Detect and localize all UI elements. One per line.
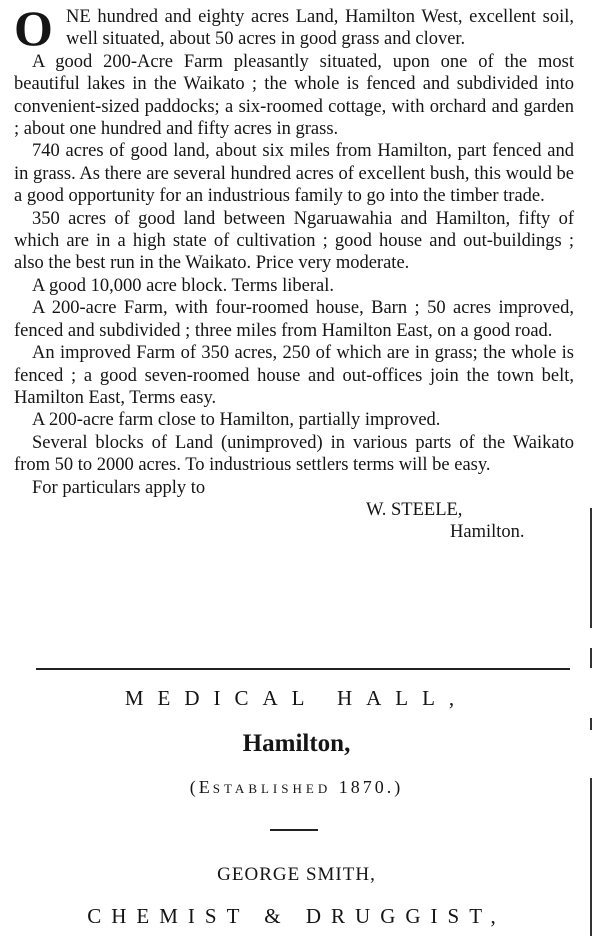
section-divider	[36, 668, 570, 670]
established-open: (E	[189, 777, 213, 797]
paragraph-200-acre-four-roomed: A 200-acre Farm, with four-roomed house, Barn ; 50 acres improved, fenced and subdivided ; three miles from Hamilton East, on a good road.	[14, 298, 574, 341]
established-word: STABLISHED	[212, 781, 332, 796]
column-edge-rule	[589, 508, 593, 936]
paragraph-350-acres: 350 acres of good land between Ngaruawahia and Hamilton, fifty of which are in a high state of cultivation ; good house and out-buildings ; also the best run in the Waikato. Price very moderate.	[14, 208, 574, 274]
paragraph-200-acre-farm: A good 200-Acre Farm pleasantly situated, upon one of the most beautiful lakes in the Waikato ; the whole is fenced and subdivided into convenient-sized paddocks; a six-roomed cottage, with orchard and garden ; about one hundred and fifty acres in grass.	[14, 51, 574, 140]
signature-place: Hamilton.	[450, 521, 525, 542]
drop-cap: O	[14, 0, 53, 56]
signature	[14, 499, 574, 543]
medical-hall-town: Hamilton,	[242, 730, 351, 757]
signature-name: W. STEELE,	[366, 499, 463, 520]
medical-hall-title: MEDICAL HALL,	[124, 686, 469, 710]
paragraph-200-acre-close: A 200-acre farm close to Hamilton, partially improved.	[32, 410, 441, 431]
paragraph-first	[14, 0, 574, 56]
paragraph-improved-farm: An improved Farm of 350 acres, 250 of which are in grass; the whole is fenced ; a good seven-roomed house and out-offices join the town belt, Hamilton East, Terms easy.	[14, 343, 574, 408]
proprietor-name: GEORGE SMITH,	[217, 864, 376, 885]
paragraph-several-blocks: Several blocks of Land (unimproved) in various parts of the Waikato from 50 to 2000 acres. To industrious settlers terms will be easy.	[14, 432, 574, 476]
established-year: 1870.)	[338, 777, 404, 797]
paragraph-particulars: For particulars apply to	[32, 477, 206, 498]
paragraph-10000-acre-block: A good 10,000 acre block. Terms liberal.	[32, 275, 334, 296]
short-divider	[270, 829, 318, 831]
proprietor-trade: CHEMIST & DRUGGIST,	[87, 904, 506, 928]
paragraph-first-text: NE hundred and eighty acres Land, Hamilton West, excellent soil, well situated, about 50 acres in good grass and clover.	[66, 7, 574, 50]
paragraph-740-acres: 740 acres of good land, about six miles from Hamilton, part fenced and in grass. As there are several hundred acres of excellent bush, this would be a good opportunity for an industrious family to go into the timber trade.	[14, 141, 574, 207]
established-line	[0, 777, 593, 798]
land-advertisement	[14, 0, 574, 543]
